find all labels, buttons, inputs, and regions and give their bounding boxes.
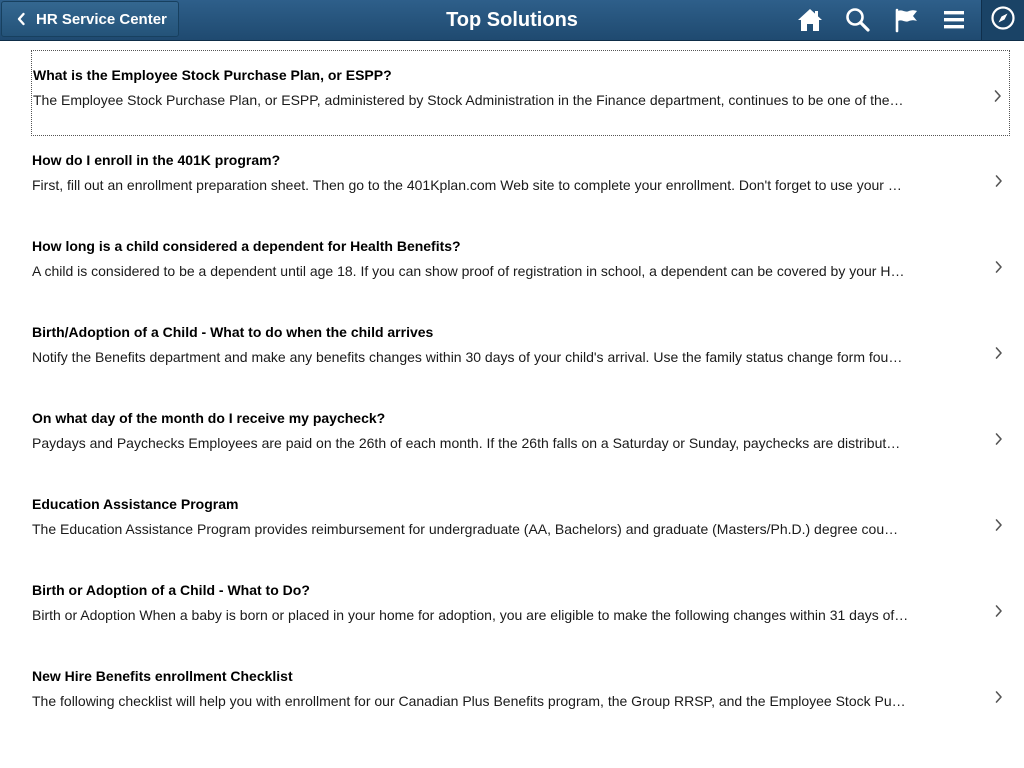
solution-item[interactable] [31, 222, 1010, 308]
back-button[interactable] [1, 1, 179, 37]
navbar-button[interactable] [981, 0, 1024, 40]
solution-title: New Hire Benefits enrollment Checklist [32, 668, 293, 684]
chevron-left-icon [16, 12, 26, 26]
solution-description: First, fill out an enrollment preparation sheet. Then go to the 401Kplan.com Web site to complete your enrollment. Don't forget to use your … [32, 177, 902, 193]
solution-title: What is the Employee Stock Purchase Plan, or ESPP? [33, 67, 392, 83]
solution-item[interactable] [31, 308, 1010, 394]
chevron-right-icon [994, 174, 1004, 188]
chevron-right-icon [994, 346, 1004, 360]
solution-item[interactable] [31, 652, 1010, 738]
solution-description: A child is considered to be a dependent until age 18. If you can show proof of registration in school, a dependent can be covered by your H… [32, 263, 905, 279]
solution-title: How long is a child considered a dependent for Health Benefits? [32, 238, 461, 254]
solution-title: How do I enroll in the 401K program? [32, 152, 281, 168]
solution-title: Education Assistance Program [32, 496, 239, 512]
solution-description: Paydays and Paychecks Employees are paid on the 26th of each month. If the 26th falls on a Saturday or Sunday, paychecks are distribut… [32, 435, 901, 451]
chevron-right-icon [994, 260, 1004, 274]
solution-description: Notify the Benefits department and make any benefits changes within 30 days of your child's arrival. Use the family status change form fou… [32, 349, 903, 365]
top-header-bar [0, 0, 1024, 41]
solution-title: Birth or Adoption of a Child - What to Do? [32, 582, 310, 598]
compass-icon [990, 5, 1016, 36]
menu-icon[interactable] [937, 5, 971, 35]
solution-item[interactable] [31, 394, 1010, 480]
solution-title: Birth/Adoption of a Child - What to do when the child arrives [32, 324, 434, 340]
solution-description: The following checklist will help you with enrollment for our Canadian Plus Benefits program, the Group RRSP, and the Employee Stock Pu… [32, 693, 906, 709]
back-button-label: HR Service Center [36, 10, 167, 28]
solution-title: On what day of the month do I receive my paycheck? [32, 410, 386, 426]
solution-item[interactable] [31, 50, 1010, 136]
chevron-right-icon [994, 518, 1004, 532]
page-title: Top Solutions [446, 9, 578, 31]
chevron-right-icon [994, 604, 1004, 618]
chevron-right-icon [993, 89, 1003, 103]
solution-item[interactable] [31, 480, 1010, 566]
chevron-right-icon [994, 432, 1004, 446]
solution-item[interactable] [31, 566, 1010, 652]
home-icon[interactable] [793, 5, 827, 35]
solution-item[interactable] [31, 136, 1010, 222]
chevron-right-icon [994, 690, 1004, 704]
flag-icon[interactable] [889, 5, 923, 35]
solution-description: Birth or Adoption When a baby is born or placed in your home for adoption, you are eligible to make the following changes within 31 days of… [32, 607, 909, 623]
search-icon[interactable] [841, 5, 875, 35]
solution-description: The Education Assistance Program provides reimbursement for undergraduate (AA, Bachelors) and graduate (Masters/Ph.D.) degree cou… [32, 521, 899, 537]
solution-description: The Employee Stock Purchase Plan, or ESPP, administered by Stock Administration in the Finance department, continues to be one of the… [33, 92, 904, 108]
